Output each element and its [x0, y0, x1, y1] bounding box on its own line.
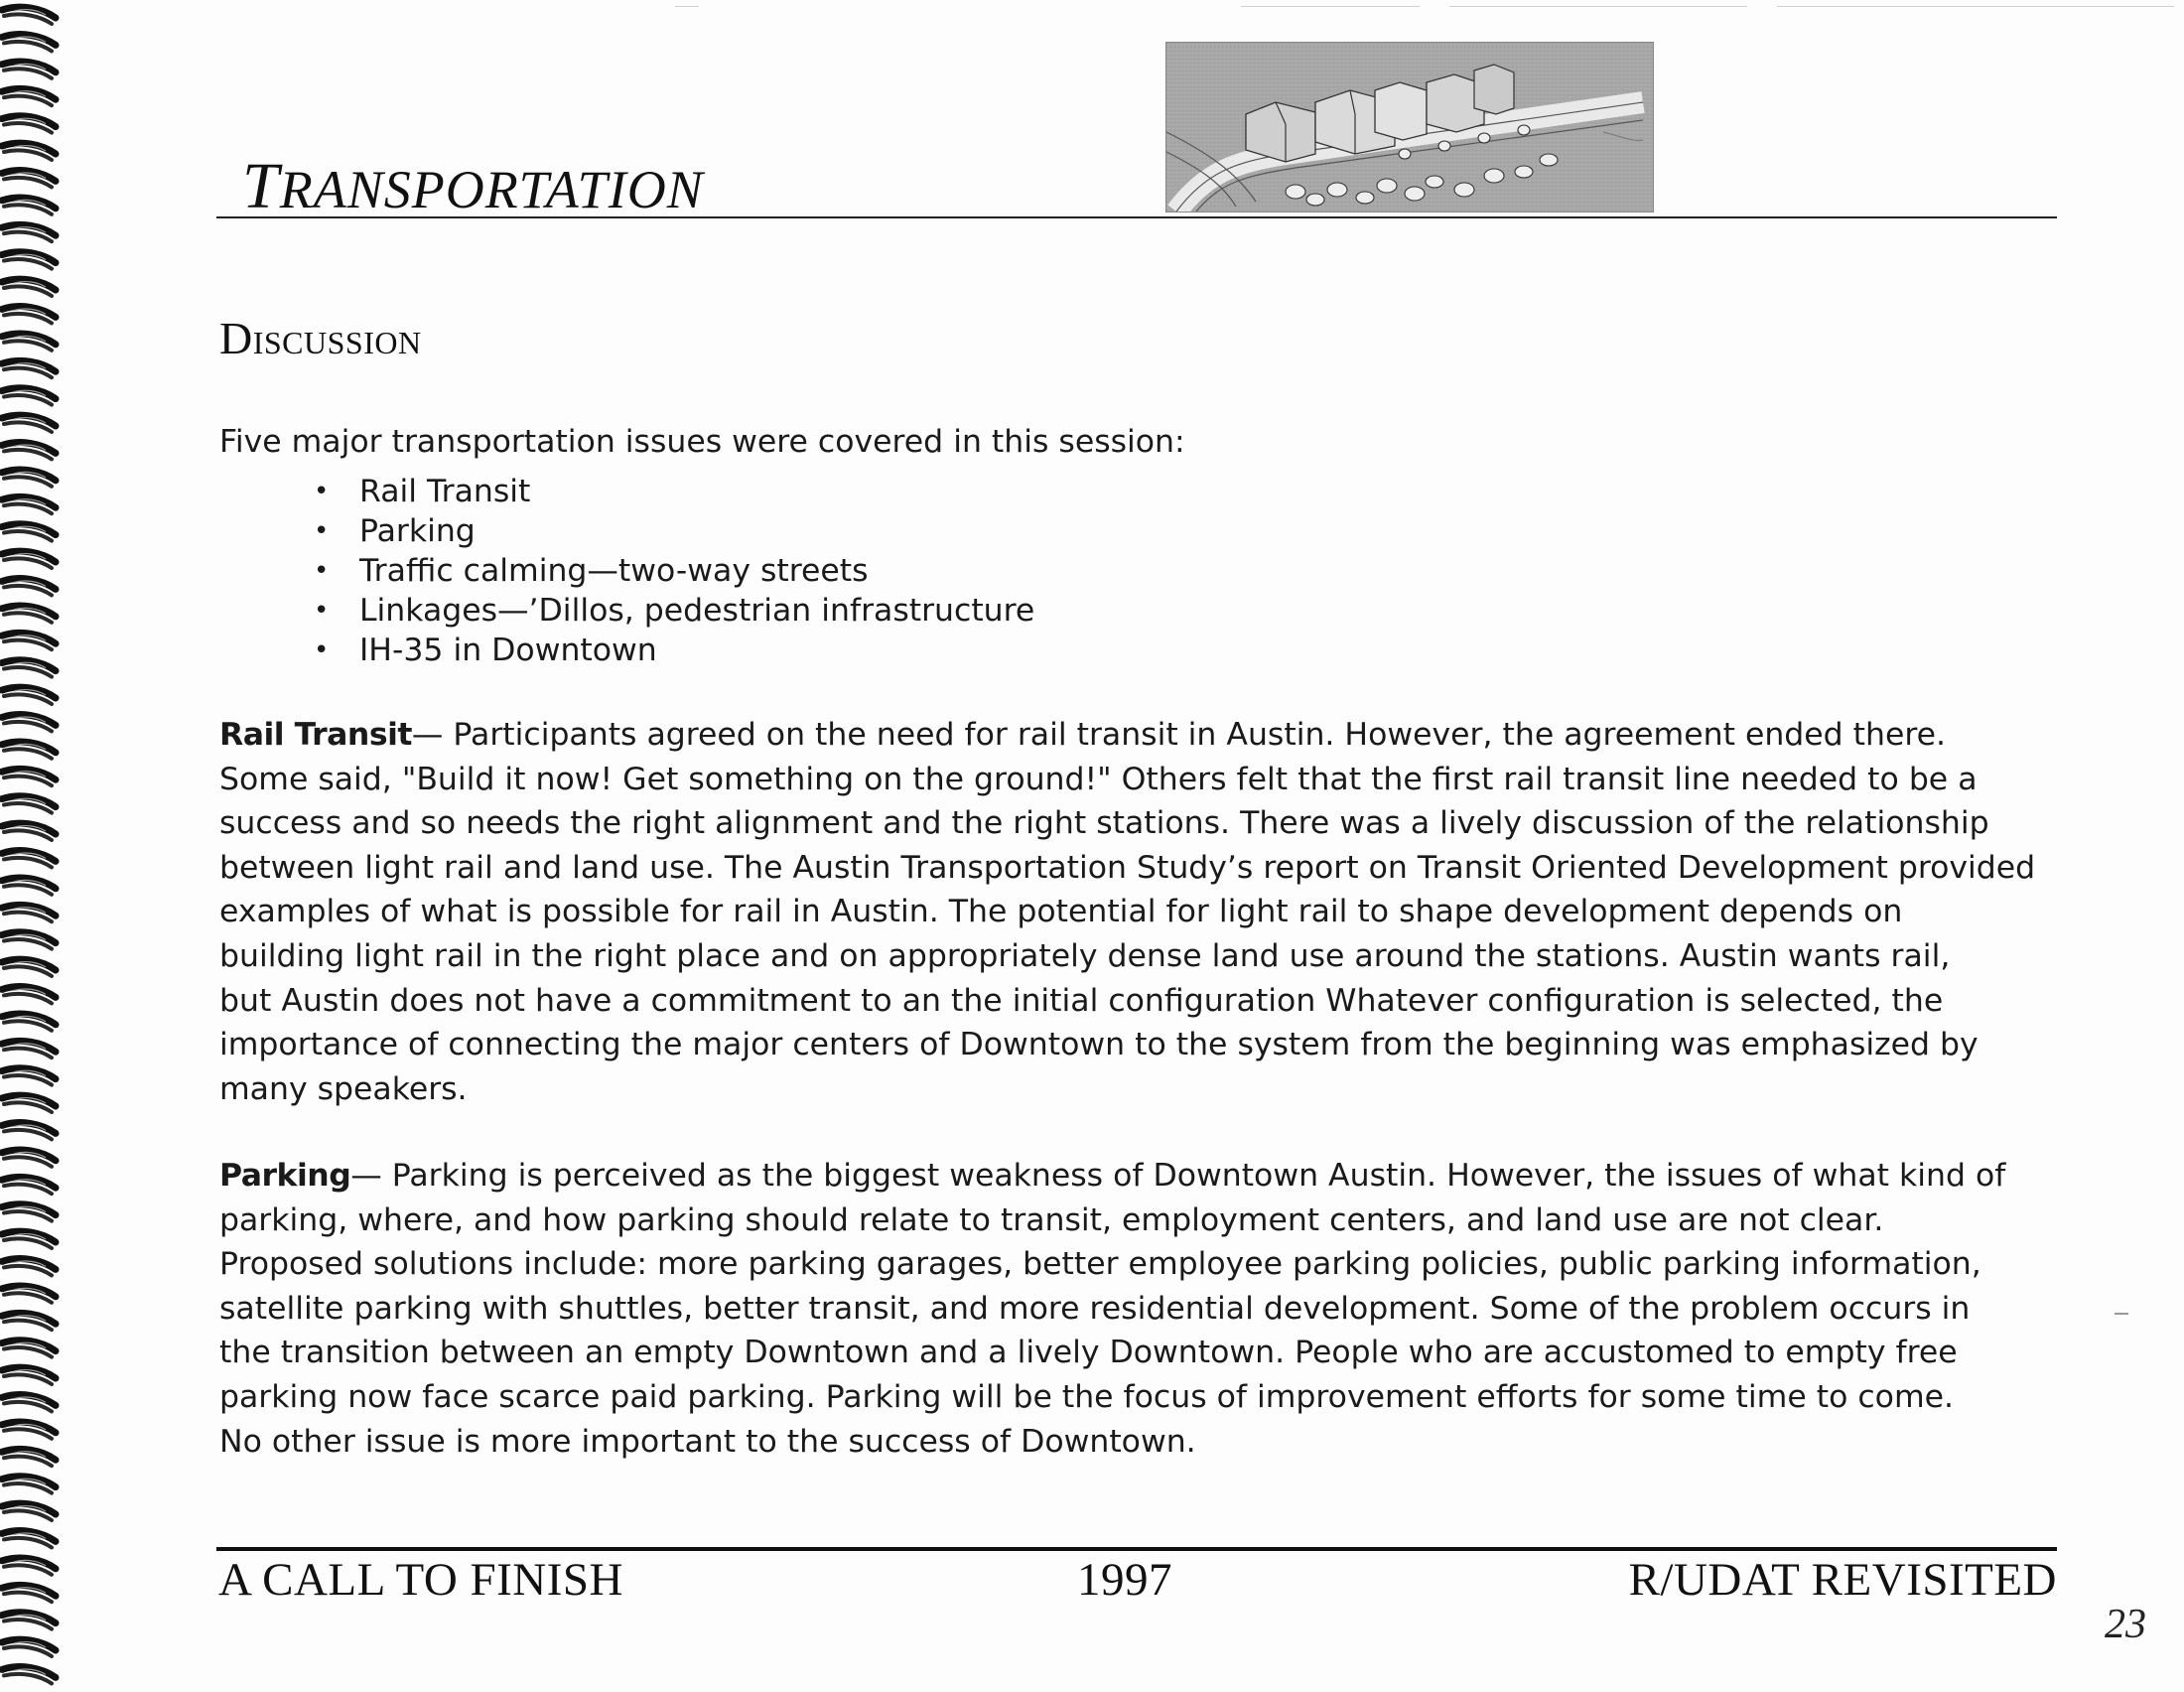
discussion-heading: Discussion	[219, 313, 422, 363]
rail-transit-lead-in: Rail Transit	[219, 717, 412, 753]
binding-coil	[2, 334, 56, 351]
paragraph-line: importance of connecting the major centers of Downtown to the system from the beginning was emphasized by	[219, 1027, 1979, 1063]
section-title-lead: T	[242, 150, 280, 222]
paragraph-line: but Austin does not have a commitment to an the initial configuration Whatever configuration is selected, the	[219, 982, 1944, 1019]
header-rule	[216, 216, 2057, 218]
binding-coil	[2, 1231, 56, 1248]
binding-coil	[2, 1313, 56, 1330]
binding-coil	[2, 1150, 56, 1167]
paragraph-line	[219, 713, 2066, 758]
paragraph-line: many speakers.	[219, 1070, 468, 1107]
binding-coil	[2, 823, 56, 840]
paragraph-line: building light rail in the right place and on appropriately dense land use around the stations. Austin wants rail,	[219, 937, 1951, 974]
binding-coil	[2, 1204, 56, 1221]
binding-coil	[2, 1068, 56, 1085]
binding-coil	[2, 1123, 56, 1140]
binding-coil	[2, 1613, 56, 1629]
binding-coil	[2, 62, 56, 78]
paragraph-line: Some said, "Build it now! Get something on the ground!" Others felt that the first rail transit line needed to be a	[219, 761, 1978, 797]
binding-coil	[2, 987, 56, 1004]
paragraph-line	[219, 1154, 2066, 1198]
binding-coil	[2, 796, 56, 813]
paragraph-first-line: — Parking is perceived as the biggest weakness of Downtown Austin. However, the issues of what kind of	[350, 1158, 2006, 1194]
binding-coil	[2, 769, 56, 785]
binding-coil	[2, 198, 56, 214]
binding-coil	[2, 851, 56, 868]
binding-coil	[2, 1041, 56, 1058]
paragraph-line: between light rail and land use. The Austin Transportation Study’s report on Transit Oriented Development provided	[219, 849, 2036, 886]
binding-coil	[2, 1585, 56, 1602]
binding-coil	[2, 360, 56, 377]
scan-artifact-line	[1449, 6, 1747, 7]
binding-coil	[2, 633, 56, 649]
scan-artifact-line	[675, 6, 699, 7]
binding-coil	[2, 470, 56, 487]
paragraph-line: parking now face scarce paid parking. Parking will be the focus of improvement efforts for some time to come.	[219, 1378, 1955, 1415]
paragraph-line: Proposed solutions include: more parking garages, better employee parking policies, public parking information,	[219, 1246, 1981, 1283]
list-item-text: Parking	[359, 513, 476, 549]
bullet: •	[314, 596, 330, 626]
binding-coil	[2, 1558, 56, 1575]
binding-coil	[2, 1259, 56, 1276]
paragraph-line: No other issue is more important to the success of Downtown.	[219, 1423, 1196, 1460]
bullet: •	[314, 635, 330, 665]
binding-coil	[2, 1367, 56, 1384]
binding-coil	[2, 143, 56, 160]
binding-coil	[2, 443, 56, 460]
binding-coil	[2, 388, 56, 405]
rail-transit-paragraph	[219, 713, 2066, 1111]
intro-text: Five major transportation issues were covered in this session:	[219, 424, 1185, 460]
binding-coil	[2, 116, 56, 133]
header-street-sketch-icon	[1165, 42, 1654, 212]
list-item-text: IH-35 in Downtown	[359, 633, 657, 668]
binding-coil	[2, 1395, 56, 1412]
binding-coil	[2, 224, 56, 241]
spiral-binding-icon	[0, 0, 62, 1692]
binding-coil	[2, 35, 56, 52]
binding-coil	[2, 279, 56, 296]
binding-coil	[2, 1095, 56, 1112]
binding-coil	[2, 878, 56, 895]
binding-coil	[2, 660, 56, 677]
paragraph-line: success and so needs the right alignment and the right stations. There was a lively discussion of the relationship	[219, 805, 1989, 842]
page-number: 23	[2105, 1602, 2146, 1647]
binding-coil	[2, 1422, 56, 1439]
paragraph-line: parking, where, and how parking should relate to transit, employment centers, and land use are not clear.	[219, 1201, 1884, 1238]
binding-coil	[2, 252, 56, 269]
binding-coil	[2, 415, 56, 432]
footer-year: 1997	[1077, 1554, 1172, 1606]
binding-coil	[2, 932, 56, 949]
binding-coil	[2, 1477, 56, 1493]
scan-artifact-mark	[2115, 1313, 2128, 1315]
binding-coil	[2, 496, 56, 513]
binding-coil	[2, 687, 56, 704]
binding-coil	[2, 307, 56, 324]
binding-coil	[2, 88, 56, 105]
paragraph-line: satellite parking with shuttles, better transit, and more residential development. Some of the problem occurs in	[219, 1290, 1971, 1327]
parking-paragraph	[219, 1154, 2066, 1464]
bullet: •	[314, 477, 330, 506]
binding-coil	[2, 1449, 56, 1466]
list-item-text: Rail Transit	[359, 474, 531, 509]
binding-coil	[2, 1531, 56, 1548]
section-title-rest: RANSPORTATION	[279, 160, 704, 219]
paragraph-line: the transition between an empty Downtown and a lively Downtown. People who are accustomed to empty free	[219, 1335, 1958, 1371]
footer-left-title: A CALL TO FINISH	[218, 1554, 623, 1606]
binding-coil	[2, 1503, 56, 1520]
binding-coil	[2, 7, 56, 24]
bullet: •	[314, 556, 330, 586]
binding-coil	[2, 715, 56, 732]
paragraph-first-line: — Participants agreed on the need for rail transit in Austin. However, the agreement ended there.	[411, 717, 1947, 753]
binding-coil	[2, 579, 56, 596]
section-title	[242, 149, 704, 224]
footer-right-title: R/UDAT REVISITED	[1628, 1554, 2057, 1606]
scan-artifact-line	[1777, 6, 2174, 7]
binding-coil	[2, 905, 56, 921]
binding-coil	[2, 1639, 56, 1656]
binding-coil	[2, 1014, 56, 1031]
binding-coil	[2, 606, 56, 623]
binding-coil	[2, 524, 56, 541]
binding-coil	[2, 959, 56, 976]
binding-coil	[2, 1667, 56, 1684]
list-item-text: Linkages—’Dillos, pedestrian infrastructure	[359, 593, 1035, 629]
binding-coil	[2, 1177, 56, 1194]
binding-coil	[2, 1340, 56, 1357]
bullet: •	[314, 516, 330, 546]
binding-coil	[2, 171, 56, 188]
binding-coil	[2, 742, 56, 759]
binding-coil	[2, 551, 56, 568]
paragraph-line: examples of what is possible for rail in Austin. The potential for light rail to shape development depends on	[219, 894, 1903, 930]
footer-rule	[216, 1547, 2057, 1551]
binding-coil	[2, 1286, 56, 1303]
scan-artifact-line	[1241, 6, 1420, 7]
parking-lead-in: Parking	[219, 1158, 351, 1194]
list-item-text: Traffic calming—two-way streets	[359, 553, 869, 589]
